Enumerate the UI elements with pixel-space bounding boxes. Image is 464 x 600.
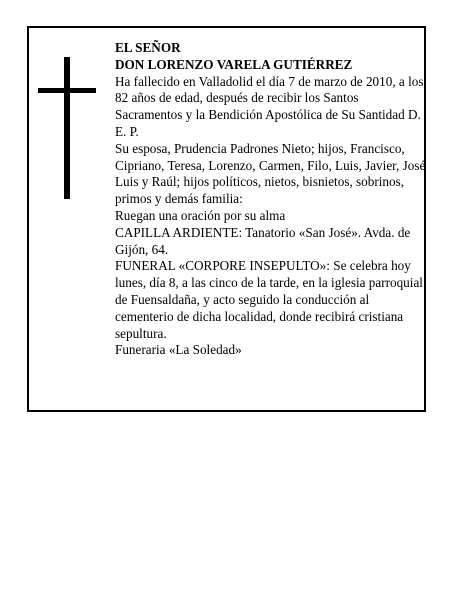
- death-announcement: Ha fallecido en Valladolid el día 7 de marzo de 2010, a los 82 años de edad, después de recibir los Santos Sacramentos y la Bendición Apostólica de Su Santidad D. E. P.: [115, 73, 424, 139]
- chapel-info: CAPILLA ARDIENTE: Tanatorio «San José». Avda. de Gijón, 64.: [115, 224, 411, 257]
- cross-icon: [38, 57, 98, 199]
- family-list: Su esposa, Prudencia Padrones Nieto; hijos, Francisco, Cipriano, Teresa, Lorenzo, Carmen, Filo, Luis, Javier, José Luis y Raúl; hijos políticos, nietos, bisnietos, sobrinos, primos y demás familia:: [115, 140, 426, 207]
- deceased-name: DON LORENZO VARELA GUTIÉRREZ: [115, 56, 353, 72]
- cross-vertical-bar: [64, 57, 70, 199]
- obituary-notice: [27, 26, 426, 412]
- deceased-title: EL SEÑOR: [115, 40, 181, 55]
- funeral-info: FUNERAL «CORPORE INSEPULTO»: Se celebra hoy lunes, día 8, a las cinco de la tarde, en la iglesia parroquial de Fuensaldaña, y acto seguido la conducción al cementerio de dicha localidad, donde recibirá cristiana sepultura.: [115, 258, 423, 341]
- funeral-home: Funeraria «La Soledad»: [115, 342, 242, 358]
- prayer-request: Ruegan una oración por su alma: [115, 207, 286, 223]
- obituary-text: [115, 40, 427, 359]
- cross-horizontal-bar: [38, 88, 96, 93]
